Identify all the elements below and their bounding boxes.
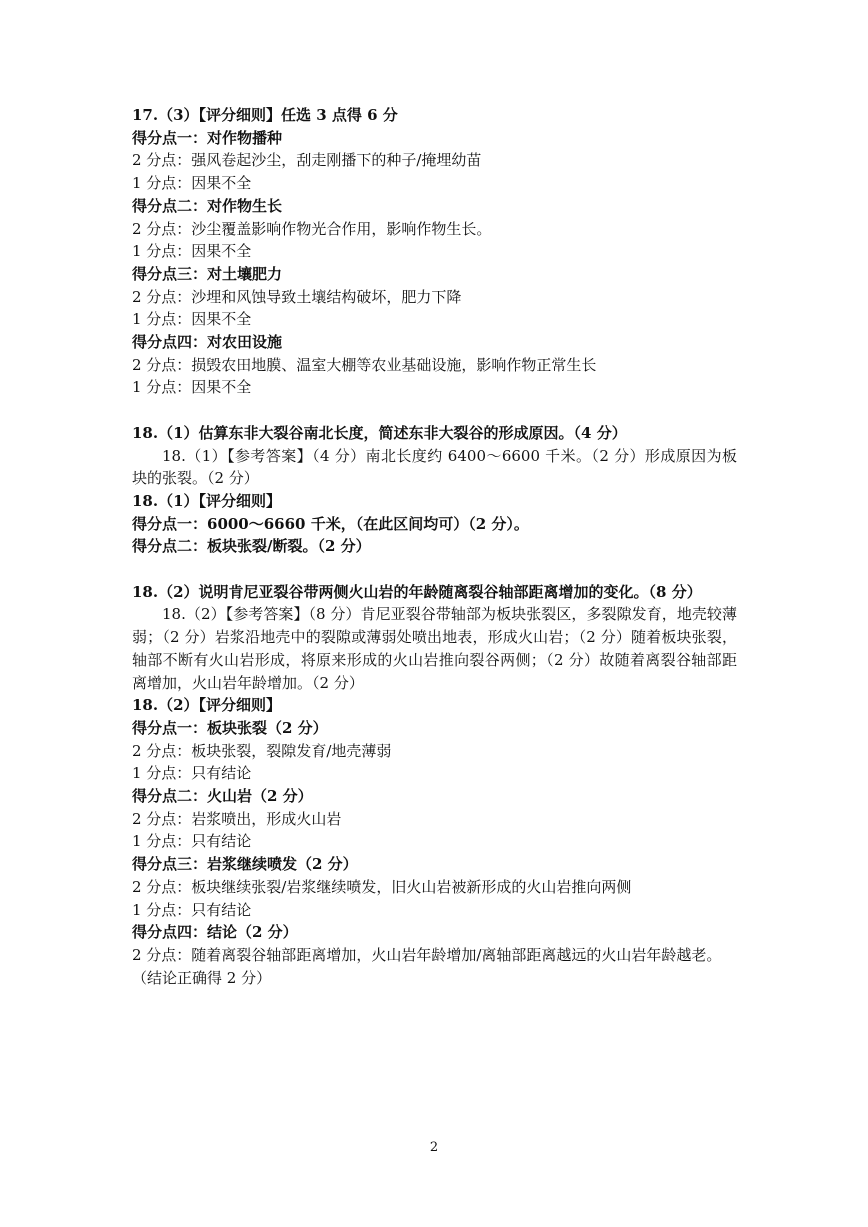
q17-point3-one: 1 分点：因果不全 (132, 310, 252, 329)
spacer (132, 399, 737, 422)
q17-point2-title: 得分点二：对作物生长 (132, 196, 283, 215)
q17-point1-two: 2 分点：强风卷起沙尘，刮走刚播下的种子/掩埋幼苗 (132, 151, 482, 170)
q18-2-point2-one: 1 分点：只有结论 (132, 832, 252, 851)
q18-1-rubric-header: 18.（1）【评分细则】 (132, 491, 282, 510)
q18-2-rubric-header: 18.（2）【评分细则】 (132, 696, 282, 715)
q17-point4-two: 2 分点：损毁农田地膜、温室大棚等农业基础设施，影响作物正常生长 (132, 355, 597, 374)
q18-2-point4-title: 得分点四：结论（2 分） (132, 923, 298, 942)
document-body (132, 104, 737, 989)
q17-point1-title: 得分点一：对作物播种 (132, 128, 283, 147)
q18-2-point1-two: 2 分点：板块张裂，裂隙发育/地壳薄弱 (132, 741, 392, 760)
q18-2-point2-title: 得分点二：火山岩（2 分） (132, 787, 313, 806)
q18-2-point3-two: 2 分点：板块继续张裂/岩浆继续喷发，旧火山岩被新形成的火山岩推向两侧 (132, 877, 632, 896)
spacer (132, 558, 737, 581)
q17-point4-one: 1 分点：因果不全 (132, 378, 252, 397)
q17-point4-title: 得分点四：对农田设施 (132, 333, 283, 352)
q17-point2-two: 2 分点：沙尘覆盖影响作物光合作用，影响作物生长。 (132, 219, 492, 238)
page-number: 2 (429, 1140, 439, 1155)
q18-1-point2: 得分点二：板块张裂/断裂。（2 分） (132, 537, 371, 556)
q18-2-point1-title: 得分点一：板块张裂（2 分） (132, 718, 328, 737)
q17-rubric-header: 17.（3）【评分细则】任选 3 点得 6 分 (132, 106, 398, 124)
q17-point2-one: 1 分点：因果不全 (132, 242, 252, 261)
q17-point3-two: 2 分点：沙埋和风蚀导致土壤结构破坏，肥力下降 (132, 287, 462, 306)
q18-1-question: 18.（1）估算东非大裂谷南北长度，简述东非大裂谷的形成原因。（4 分） (132, 423, 627, 442)
q18-2-point2-two: 2 分点：岩浆喷出，形成火山岩 (132, 809, 342, 828)
q18-2-question: 18.（2）说明肯尼亚裂谷带两侧火山岩的年龄随离裂谷轴部距离增加的变化。（8 分） (132, 582, 702, 601)
q17-point1-one: 1 分点：因果不全 (132, 174, 252, 193)
q18-2-answer: 18.（2）【参考答案】（8 分）肯尼亚裂谷带轴部为板块张裂区，多裂隙发育，地壳较薄弱；（2 分）岩浆沿地壳中的裂隙或薄弱处喷出地表，形成火山岩；（2 分）随着板块张裂，轴部不断有火山岩形成，将原来形成的火山岩推向裂谷两侧；（2 分）故随着离裂谷轴部距离增加，火山岩年龄增加。（2 分） (132, 605, 737, 692)
q18-1-answer: 18.（1）【参考答案】（4 分）南北长度约 6400～6600 千米。（2 分）形成原因为板块的张裂。（2 分） (132, 446, 737, 488)
q18-2-point4-two: 2 分点：随着离裂谷轴部距离增加，火山岩年龄增加/离轴部距离越远的火山岩年龄越老。（结论正确得 2 分） (132, 945, 722, 987)
q18-2-point3-one: 1 分点：只有结论 (132, 900, 252, 919)
q18-2-point1-one: 1 分点：只有结论 (132, 764, 252, 783)
q17-point3-title: 得分点三：对土壤肥力 (132, 264, 283, 283)
q18-1-point1: 得分点一：6000～6660 千米，（在此区间均可）（2 分）。 (132, 514, 529, 533)
q18-2-point3-title: 得分点三：岩浆继续喷发（2 分） (132, 855, 358, 874)
